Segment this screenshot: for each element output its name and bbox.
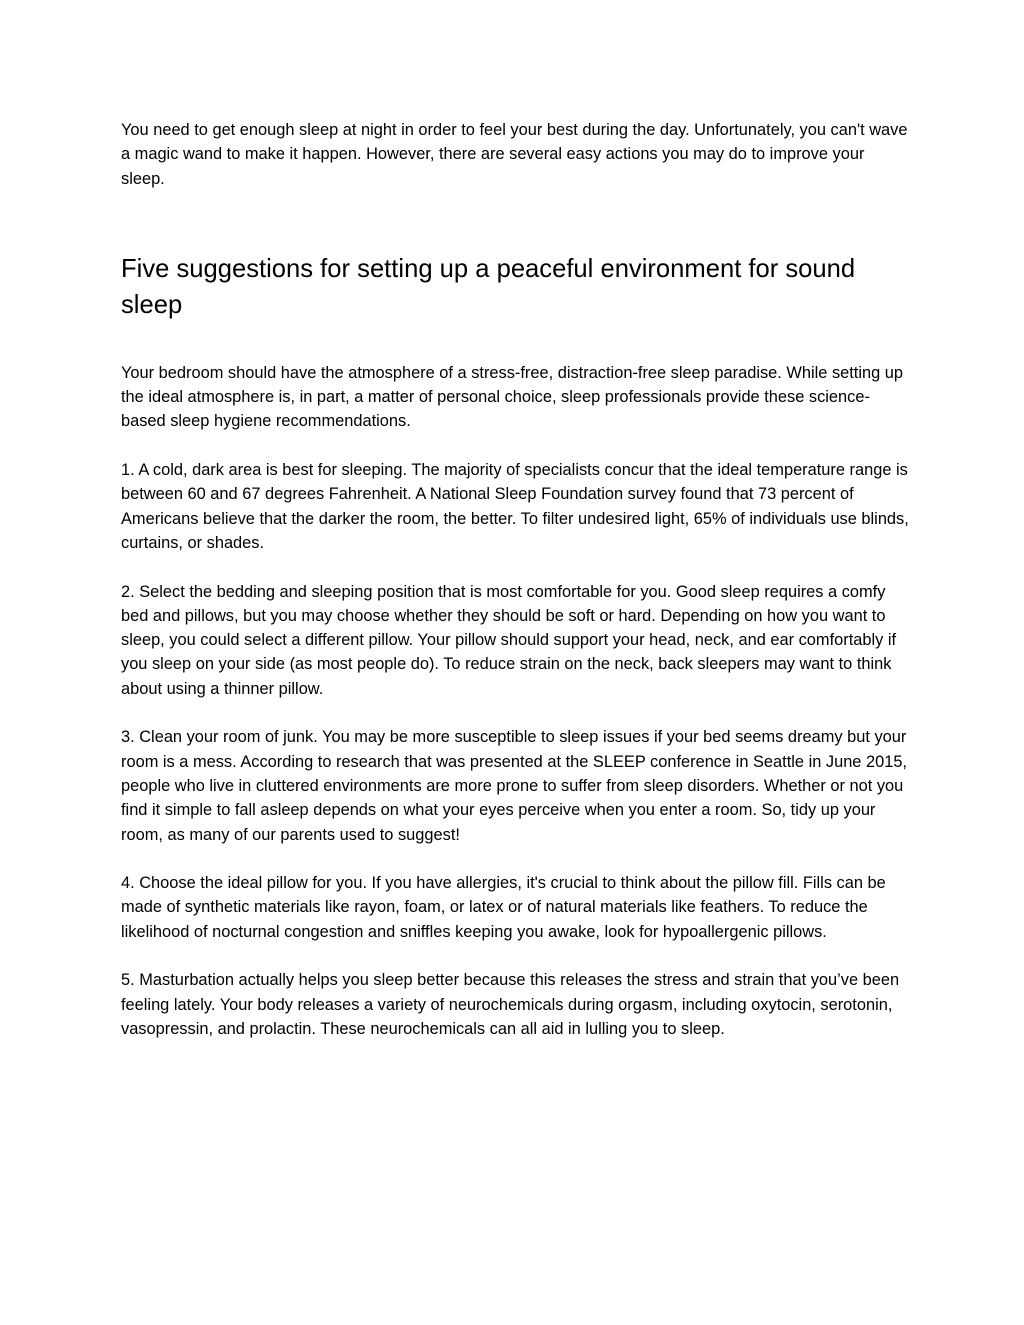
tip-paragraph-4: 4. Choose the ideal pillow for you. If you have allergies, it's crucial to think about the pillow fill. Fills can be made of synthetic materials like rayon, foam, or latex or of natural materials like feathers. To reduce the likelihood of nocturnal congestion and sniffles keeping you awake, look for hypoallergenic pillows. bbox=[121, 874, 886, 941]
spacer bbox=[121, 434, 911, 458]
spacer bbox=[121, 847, 911, 871]
document-body bbox=[121, 118, 911, 1041]
spacer bbox=[121, 701, 911, 725]
spacer bbox=[121, 191, 911, 251]
tip-paragraph-5: 5. Masturbation actually helps you sleep better because this releases the stress and strain that you’ve been feeling lately. Your body releases a variety of neurochemicals during orgasm, including oxytocin, serotonin, vasopressin, and prolactin. These neurochemicals can all aid in lulling you to sleep. bbox=[121, 971, 900, 1038]
spacer bbox=[121, 555, 911, 579]
section-heading: Five suggestions for setting up a peaceful environment for sound sleep bbox=[121, 254, 856, 319]
spacer bbox=[121, 944, 911, 968]
body-paragraph-intro: Your bedroom should have the atmosphere of a stress-free, distraction-free sleep paradise. While setting up the ideal atmosphere is, in part, a matter of personal choice, sleep professionals provide these science-based sleep hygiene recommendations. bbox=[121, 363, 904, 431]
spacer bbox=[121, 323, 911, 361]
tip-paragraph-2: 2. Select the bedding and sleeping position that is most comfortable for you. Good sleep requires a comfy bed and pillows, but you may choose whether they should be soft or hard. Depending on how you want to sleep, you could select a different pillow. Your pillow should support your head, neck, and ear comfortably if you sleep on your side (as most people do). To reduce strain on the neck, back sleepers may want to think about using a thinner pillow. bbox=[121, 582, 897, 698]
tip-paragraph-3: 3. Clean your room of junk. You may be more susceptible to sleep issues if your bed seems dreamy but your room is a mess. According to research that was presented at the SLEEP conference in Seattle in June 2015, people who live in cluttered environments are more prone to suffer from sleep disorders. Whether or not you find it simple to fall asleep depends on what your eyes perceive when you enter a room. So, tidy up your room, as many of our parents used to suggest! bbox=[121, 728, 907, 844]
tip-paragraph-1: 1. A cold, dark area is best for sleeping. The majority of specialists concur that the ideal temperature range is between 60 and 67 degrees Fahrenheit. A National Sleep Foundation survey found that 73 percent of Americans believe that the darker the room, the better. To filter undesired light, 65% of individuals use blinds, curtains, or shades. bbox=[121, 461, 909, 552]
intro-paragraph: You need to get enough sleep at night in order to feel your best during the day. Unfortunately, you can't wave a magic wand to make it happen. However, there are several easy actions you may do to improve your sleep. bbox=[121, 121, 908, 188]
